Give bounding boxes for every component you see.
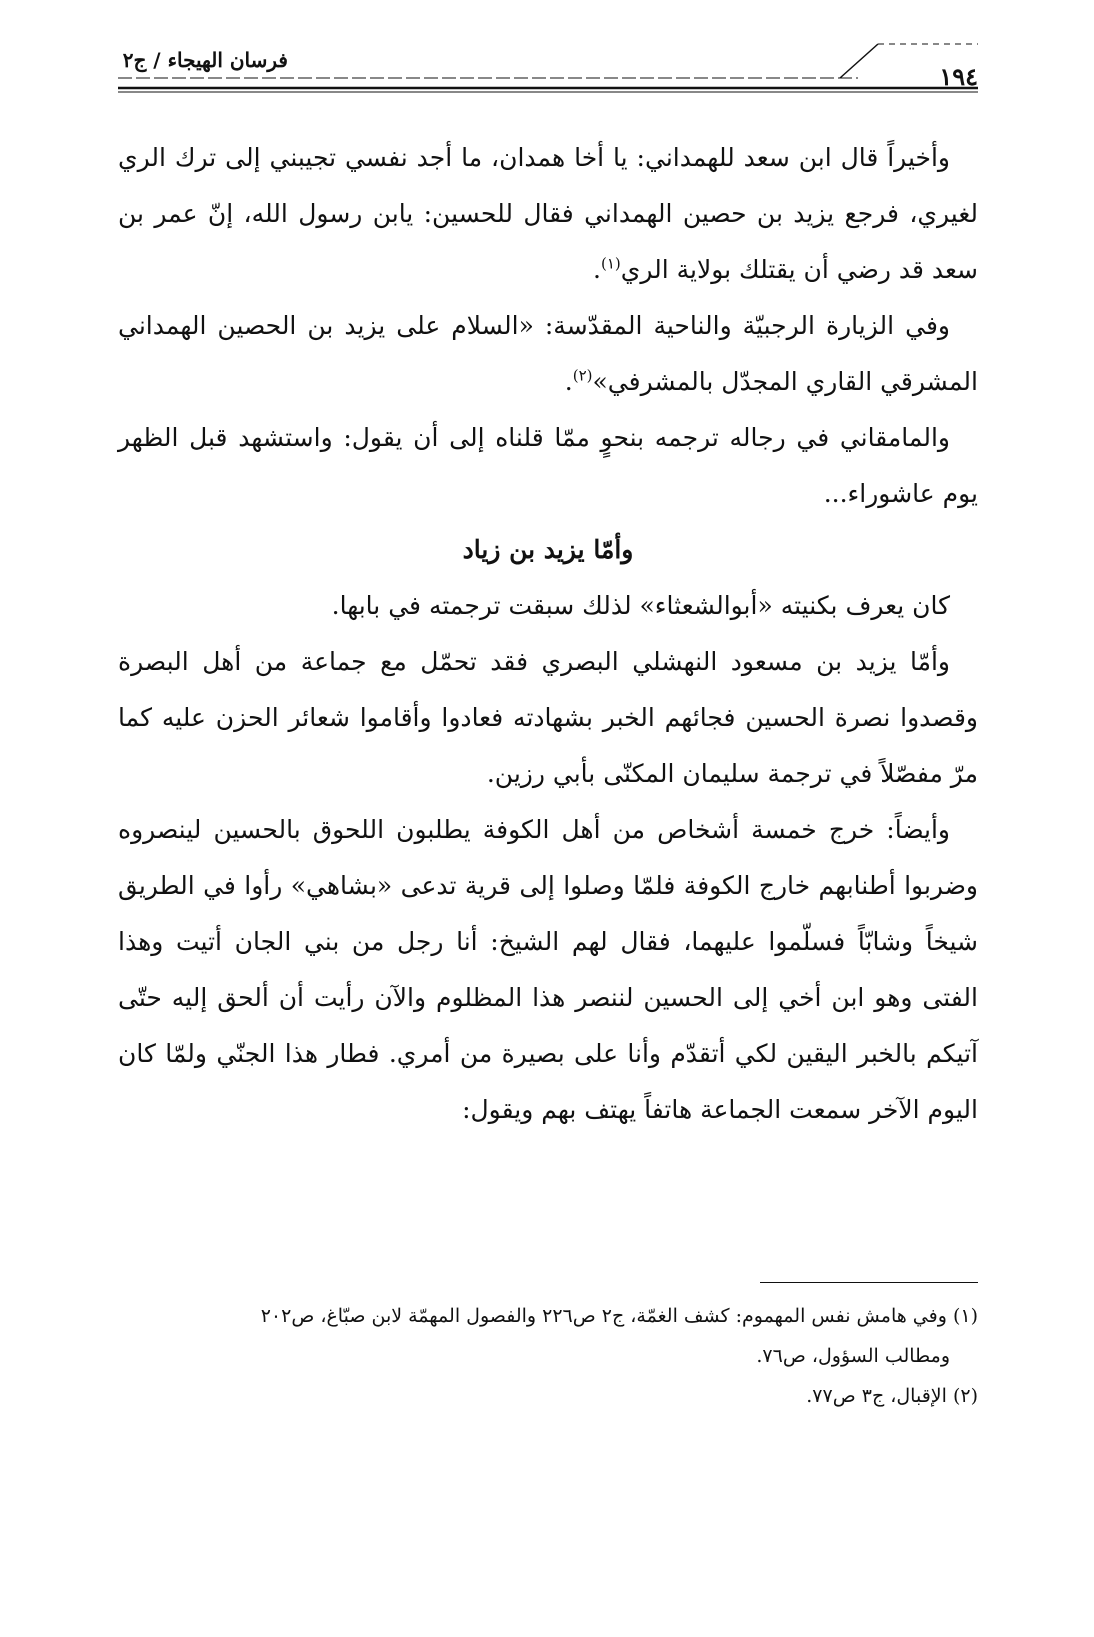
footnote: (٢) الإقبال، ج٣ ص٧٧. <box>806 1385 978 1407</box>
paragraph: وفي الزيارة الرجبيّة والناحية المقدّسة: «السلام على يزيد بن الحصين الهمداني المشرقي القاري المجدّل بالمشرفي»$^{(٢)}$. <box>118 311 978 396</box>
paragraph: كان يعرف بكنيته «أبوالشعثاء» لذلك سبقت ترجمته في بابها. <box>331 591 950 620</box>
page-number: ١٩٤ <box>939 62 978 91</box>
section-heading: وأمّا يزيد بن زياد <box>462 535 634 564</box>
footnotes <box>118 1296 978 1416</box>
footnote-separator <box>760 1282 978 1283</box>
body-text <box>118 130 978 1138</box>
paragraph: والمامقاني في رجاله ترجمه بنحوٍ ممّا قلناه إلى أن يقول: واستشهد قبل الظهر يوم عاشوراء... <box>118 423 978 508</box>
footnote-ref[interactable]: (١) <box>600 254 621 273</box>
footnote: (١) وفي هامش نفس المهموم: كشف الغمّة، ج٢ ص٢٢٦ والفصول المهمّة لابن صبّاغ، ص٢٠٢ <box>260 1305 978 1327</box>
paragraph: وأيضاً: خرج خمسة أشخاص من أهل الكوفة يطلبون اللحوق بالحسين لينصروه وضربوا أطنابهم خارج الكوفة فلمّا وصلوا إلى قرية تدعى «بشاهي» رأوا في الطريق شيخاً وشابّاً فسلّموا عليهما، فقال لهم الشيخ: أنا رجل من بني الجان أتيت وهذا الفتى وهو ابن أخي إلى الحسين لننصر هذا المظلوم والآن رأيت أن ألحق إليه حتّى آتيكم بالخبر اليقين لكي أتقدّم وأنا على بصيرة من أمري. فطار هذا الجنّي ولمّا كان اليوم الآخر سمعت الجماعة هاتفاً يهتف بهم ويقول: <box>118 815 978 1124</box>
footnote-continuation: ومطالب السؤول، ص٧٦. <box>756 1345 950 1367</box>
paragraph: وأخيراً قال ابن سعد للهمداني: يا أخا همدان، ما أجد نفسي تجيبني إلى ترك الري لغيري، فرجع يزيد بن حصين الهمداني فقال للحسين: يابن رسول الله، إنّ عمر بن سعد قد رضي أن يقتلك بولاية الري$^{(١)}$. <box>118 143 978 284</box>
running-header <box>118 38 978 94</box>
paragraph: وأمّا يزيد بن مسعود النهشلي البصري فقد تحمّل مع جماعة من أهل البصرة وقصدوا نصرة الحسين فجائهم الخبر بشهادته فعادوا وأقاموا شعائر الحزن عليه كما مرّ مفصّلاً في ترجمة سليمان المكنّى بأبي رزين. <box>118 647 978 788</box>
footnote-ref[interactable]: (٢) <box>572 366 593 385</box>
book-title: فرسان الهيجاء / ج٢ <box>122 48 288 72</box>
